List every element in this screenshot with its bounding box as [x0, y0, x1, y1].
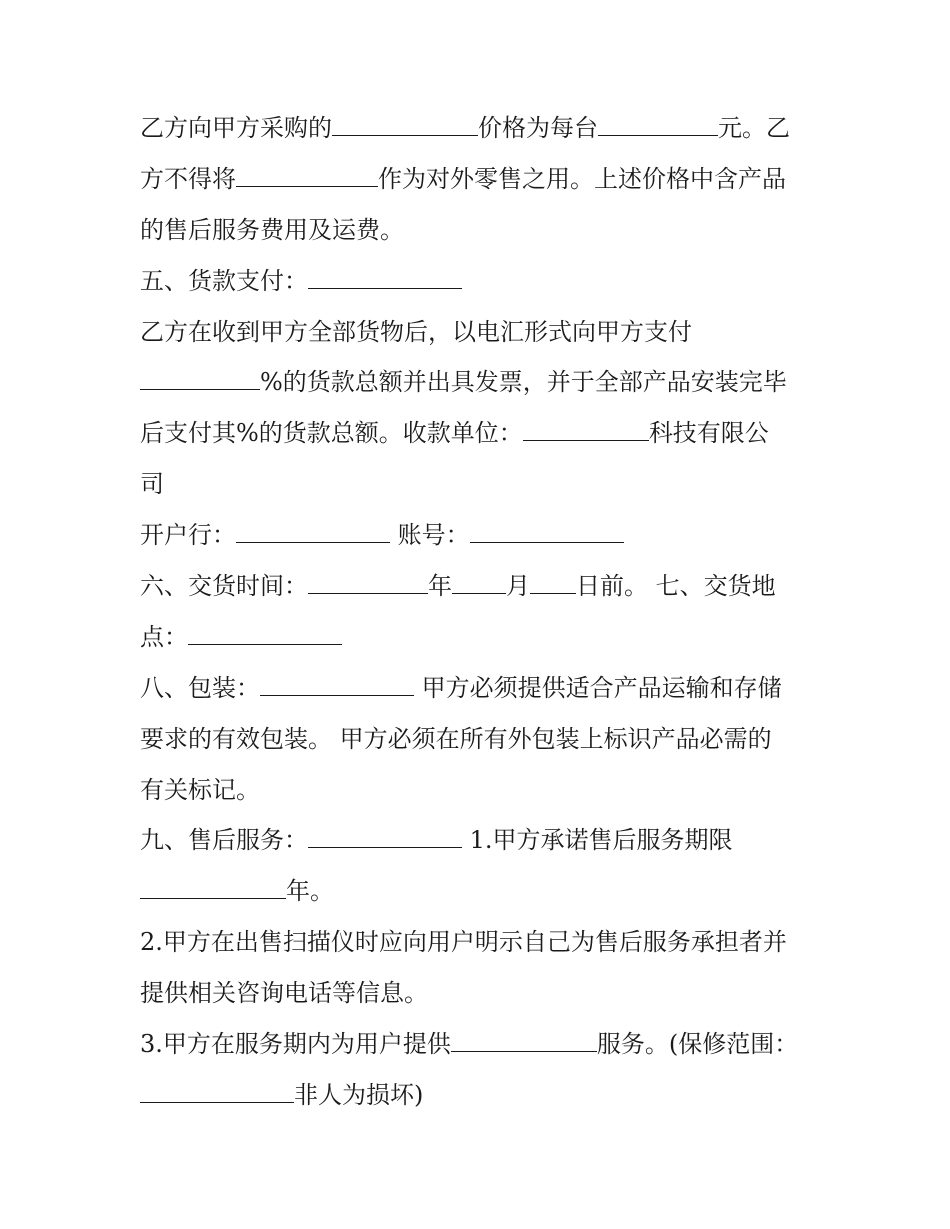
text-line [140, 518, 820, 552]
text-run: 方不得将 [140, 165, 236, 193]
text-line [140, 467, 820, 501]
fill-in-blank[interactable] [308, 264, 462, 289]
text-line [140, 874, 820, 908]
text-line [140, 315, 820, 349]
text-line [140, 1027, 820, 1061]
text-run: 开户行： [140, 521, 236, 549]
text-run: 五、货款支付： [140, 267, 308, 295]
text-run: 乙方向甲方采购的 [140, 114, 332, 142]
fill-in-blank[interactable] [598, 111, 718, 136]
text-run: 账号： [390, 521, 470, 549]
text-run: 点： [140, 623, 188, 651]
fill-in-blank[interactable] [523, 416, 649, 441]
fill-in-blank[interactable] [332, 111, 478, 136]
text-line [140, 569, 820, 603]
text-run: 年。 [286, 877, 334, 905]
text-run: 日前。 七、交货地 [576, 572, 776, 600]
text-line [140, 1078, 820, 1112]
text-line [140, 264, 820, 298]
fill-in-blank[interactable] [452, 569, 506, 594]
text-run: 甲方必须提供适合产品运输和存储 [414, 674, 782, 702]
fill-in-blank[interactable] [470, 518, 624, 543]
text-run: 1.甲方承诺售后服务期限 [462, 826, 733, 854]
text-run: 的售后服务费用及运费。 [140, 216, 404, 244]
fill-in-blank[interactable] [140, 874, 286, 899]
text-run: 作为对外零售之用。上述价格中含产品 [378, 165, 786, 193]
text-run: 3.甲方在服务期内为用户提供 [140, 1030, 451, 1058]
text-line [140, 823, 820, 857]
fill-in-blank[interactable] [308, 569, 428, 594]
text-line [140, 773, 820, 807]
text-line [140, 925, 820, 959]
text-run: 2.甲方在出售扫描仪时应向用户明示自己为售后服务承担者并 [140, 928, 787, 956]
text-line [140, 671, 820, 705]
fill-in-blank[interactable] [236, 162, 378, 187]
text-line [140, 162, 820, 196]
fill-in-blank[interactable] [188, 620, 342, 645]
text-line [140, 416, 820, 450]
fill-in-blank[interactable] [260, 671, 414, 696]
text-run: 月 [506, 572, 530, 600]
text-run: 价格为每台 [478, 114, 598, 142]
text-run: 服务。(保修范围： [596, 1030, 799, 1058]
text-run: 非人为损坏) [294, 1081, 424, 1109]
text-run: %的货款总额并出具发票，并于全部产品安装完毕 [260, 368, 787, 396]
text-run: 提供相关咨询电话等信息。 [140, 979, 428, 1007]
fill-in-blank[interactable] [140, 365, 260, 390]
fill-in-blank[interactable] [530, 569, 576, 594]
text-run: 有关标记。 [140, 776, 260, 804]
text-run: 要求的有效包装。 甲方必须在所有外包装上标识产品必需的 [140, 725, 772, 753]
text-run: 科技有限公 [648, 419, 769, 447]
text-run: 年 [428, 572, 452, 600]
text-line [140, 722, 820, 756]
fill-in-blank[interactable] [308, 823, 462, 848]
text-run: 司 [140, 470, 164, 498]
text-line [140, 111, 820, 145]
text-run: 元。乙 [718, 114, 790, 142]
fill-in-blank[interactable] [451, 1027, 597, 1052]
text-run: 八、包装： [140, 674, 260, 702]
fill-in-blank[interactable] [236, 518, 390, 543]
text-line [140, 365, 820, 399]
text-line [140, 620, 820, 654]
fill-in-blank[interactable] [140, 1078, 294, 1103]
text-line [140, 976, 820, 1010]
text-run: 九、售后服务： [140, 826, 308, 854]
text-line [140, 213, 820, 247]
text-run: 六、交货时间： [140, 572, 308, 600]
text-run: 乙方在收到甲方全部货物后，以电汇形式向甲方支付 [140, 318, 692, 346]
text-run: 后支付其%的货款总额。收款单位： [140, 419, 523, 447]
